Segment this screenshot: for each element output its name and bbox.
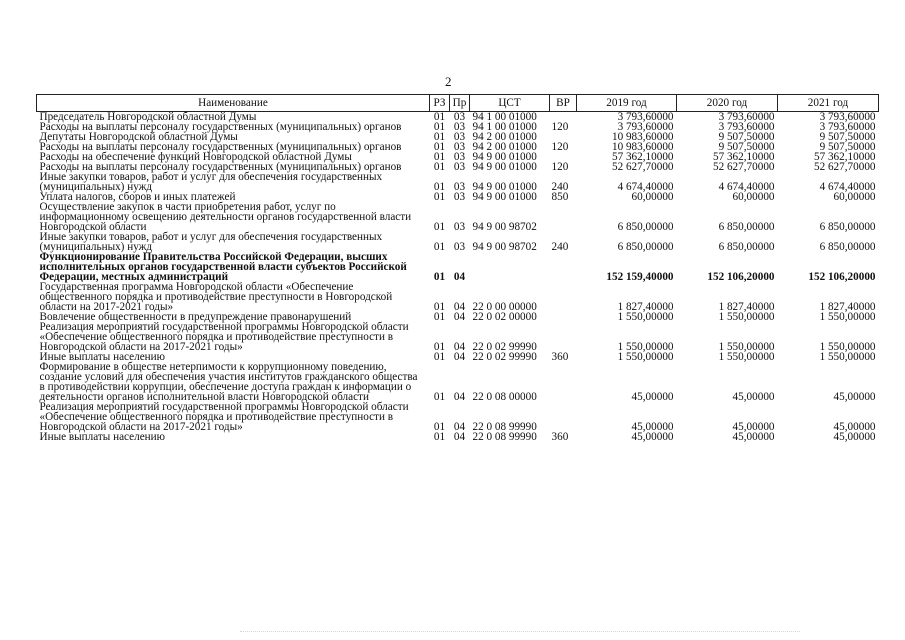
cell-2021: 45,00000 xyxy=(833,391,876,403)
cell-2021: 52 627,70000 xyxy=(813,161,876,173)
cell-2021: 152 106,20000 xyxy=(808,271,876,283)
cell-rz: 01 xyxy=(433,131,446,143)
header-2019: 2019 год xyxy=(577,95,677,112)
header-name: Наименование xyxy=(37,95,430,112)
cell-pr: 03 xyxy=(453,181,466,193)
header-cst: ЦСТ xyxy=(470,95,550,112)
cell-2019: 4 674,40000 xyxy=(617,181,674,193)
cell-2020: 4 674,40000 xyxy=(718,181,775,193)
cell-pr: 03 xyxy=(453,121,466,133)
cell-2020: 45,00000 xyxy=(732,431,775,443)
cell-pr: 04 xyxy=(453,271,466,283)
cell-name: Реализация мероприятий государственной программы Новгородской области «Обеспечение общественного порядка и противодействие преступности в Новгородской области на 2017-2021 годы» xyxy=(39,321,409,353)
table-row xyxy=(37,362,879,402)
cell-vr xyxy=(550,402,577,432)
cell-2020: 9 507,50000 xyxy=(718,131,775,143)
cell-2019: 45,00000 xyxy=(631,391,674,403)
cell-name: Вовлечение общественности в предупреждение правонарушений xyxy=(39,311,352,323)
cell-rz: 01 xyxy=(433,271,446,283)
cell-name: Иные закупки товаров, работ и услуг для обеспечения государственных (муниципальных) нужд xyxy=(39,231,383,253)
cell-cst: 94 1 00 01000 xyxy=(472,121,537,133)
cell-rz: 01 xyxy=(433,191,446,203)
cell-pr: 03 xyxy=(453,141,466,153)
cell-2019: 10 983,60000 xyxy=(611,141,674,153)
cell-2021: 3 793,60000 xyxy=(819,121,876,133)
cell-name: Расходы на выплаты персоналу государственных (муниципальных) органов xyxy=(39,141,402,153)
cell-rz: 01 xyxy=(433,111,446,123)
cell-pr: 03 xyxy=(453,191,466,203)
cell-2021: 45,00000 xyxy=(833,421,876,433)
header-pr: Пр xyxy=(450,95,470,112)
cell-name: Депутаты Новгородской областной Думы xyxy=(39,131,238,143)
cell-name: Расходы на выплаты персоналу государственных (муниципальных) органов xyxy=(39,161,402,173)
cell-2020: 52 627,70000 xyxy=(712,161,775,173)
cell-pr: 03 xyxy=(453,151,466,163)
cell-cst: 94 2 00 01000 xyxy=(472,141,537,153)
cell-2019: 57 362,10000 xyxy=(611,151,674,163)
cell-2020: 6 850,00000 xyxy=(718,241,775,253)
cell-vr: 120 xyxy=(551,161,569,173)
cell-rz: 01 xyxy=(433,351,446,363)
cell-rz: 01 xyxy=(433,221,446,233)
cell-2019: 1 827,40000 xyxy=(617,301,674,313)
cell-name: Функционирование Правительства Российской Федерации, высших исполнительных органов государственной власти субъектов Российской Федерации, местных администраций xyxy=(39,251,407,283)
cell-2020: 45,00000 xyxy=(732,391,775,403)
cell-2020: 152 106,20000 xyxy=(707,271,775,283)
cell-2020: 60,00000 xyxy=(732,191,775,203)
cell-vr: 240 xyxy=(551,241,569,253)
cell-2021: 6 850,00000 xyxy=(819,221,876,233)
cell-name: Государственная программа Новгородской области «Обеспечение общественного порядка и противодействие преступности в Новгородской области на 2017-2021 годы» xyxy=(39,281,393,313)
cell-2019: 6 850,00000 xyxy=(617,241,674,253)
cell-name: Иные выплаты населению xyxy=(39,431,165,443)
table-row xyxy=(37,402,879,432)
cell-rz: 01 xyxy=(433,151,446,163)
cell-rz: 01 xyxy=(433,141,446,153)
cell-2021: 9 507,50000 xyxy=(819,131,876,143)
cell-name: Реализация мероприятий государственной программы Новгородской области «Обеспечение общественного порядка и противодействие преступности в Новгородской области на 2017-2021 годы» xyxy=(39,401,409,433)
cell-rz: 01 xyxy=(433,301,446,313)
cell-2019: 1 550,00000 xyxy=(617,311,674,323)
cell-vr xyxy=(550,202,577,232)
cell-cst: 94 1 00 01000 xyxy=(472,111,537,123)
cell-vr xyxy=(550,362,577,402)
cell-2019: 6 850,00000 xyxy=(617,221,674,233)
cell-cst: 22 0 02 99990 xyxy=(472,351,537,363)
table-row xyxy=(37,432,879,442)
cell-name: Уплата налогов, сборов и иных платежей xyxy=(39,191,236,203)
cell-2020: 9 507,50000 xyxy=(718,141,775,153)
cell-2019: 52 627,70000 xyxy=(611,161,674,173)
cell-2021: 3 793,60000 xyxy=(819,111,876,123)
table-row xyxy=(37,232,879,252)
cell-2020: 1 550,00000 xyxy=(718,351,775,363)
table-body xyxy=(37,112,879,443)
cell-2021: 1 550,00000 xyxy=(819,311,876,323)
cell-2019: 45,00000 xyxy=(631,421,674,433)
cell-cst: 94 9 00 01000 xyxy=(472,161,537,173)
cell-2021: 60,00000 xyxy=(833,191,876,203)
cell-2019: 10 983,60000 xyxy=(611,131,674,143)
table-row xyxy=(37,252,879,282)
cell-rz: 01 xyxy=(433,431,446,443)
cell-rz: 01 xyxy=(433,241,446,253)
cell-2021: 9 507,50000 xyxy=(819,141,876,153)
cell-2021: 45,00000 xyxy=(833,431,876,443)
cell-name: Расходы на обеспечение функций Новгородской областной Думы xyxy=(39,151,352,163)
cell-cst: 22 0 08 99990 xyxy=(472,431,537,443)
header-rz: РЗ xyxy=(430,95,450,112)
cell-2020: 1 550,00000 xyxy=(718,341,775,353)
cell-pr: 04 xyxy=(453,311,466,323)
table-row xyxy=(37,202,879,232)
cell-vr: 850 xyxy=(551,191,569,203)
cell-2019: 1 550,00000 xyxy=(617,341,674,353)
cell-rz: 01 xyxy=(433,181,446,193)
cell-pr: 03 xyxy=(453,131,466,143)
cell-vr xyxy=(550,312,577,322)
page-number: 2 xyxy=(445,74,452,89)
cell-name: Осуществление закупок в части приобретения работ, услуг по информационному освещению деятельности органов государственной власти Новгородской области xyxy=(39,201,412,233)
cell-cst: 94 9 00 01000 xyxy=(472,151,537,163)
cell-rz: 01 xyxy=(433,121,446,133)
cell-2021: 1 827,40000 xyxy=(819,301,876,313)
cell-pr: 04 xyxy=(453,421,466,433)
table-row xyxy=(37,172,879,192)
cell-vr: 120 xyxy=(551,141,569,153)
header-2021: 2021 год xyxy=(778,95,879,112)
cell-cst: 22 0 08 00000 xyxy=(472,391,537,403)
cell-cst: 22 0 02 99990 xyxy=(472,341,537,353)
cell-name: Председатель Новгородской областной Думы xyxy=(39,111,257,123)
cell-vr xyxy=(550,252,577,282)
cell-2019: 1 550,00000 xyxy=(617,351,674,363)
cell-rz: 01 xyxy=(433,391,446,403)
cell-2019: 3 793,60000 xyxy=(617,111,674,123)
cell-pr: 04 xyxy=(453,431,466,443)
cell-pr: 04 xyxy=(453,351,466,363)
cell-2019: 45,00000 xyxy=(631,431,674,443)
cell-cst: 22 0 00 00000 xyxy=(472,301,537,313)
cell-pr: 03 xyxy=(453,161,466,173)
cell-2020: 3 793,60000 xyxy=(718,111,775,123)
table-row xyxy=(37,282,879,312)
scan-artifact-line xyxy=(240,631,800,636)
cell-2021: 4 674,40000 xyxy=(819,181,876,193)
cell-cst: 94 9 00 98702 xyxy=(472,221,537,233)
cell-pr: 03 xyxy=(453,111,466,123)
cell-cst: 94 2 00 01000 xyxy=(472,131,537,143)
budget-table xyxy=(36,94,879,442)
header-vr: ВР xyxy=(550,95,577,112)
cell-2020: 6 850,00000 xyxy=(718,221,775,233)
cell-cst: 94 9 00 98702 xyxy=(472,241,537,253)
cell-pr: 03 xyxy=(453,221,466,233)
cell-vr: 360 xyxy=(551,431,569,443)
cell-name: Формирование в обществе нетерпимости к коррупционному поведению, создание условий для обеспечения участия институтов гражданского общества в противодействии коррупции, обеспечение доступа граждан к информации о деятельности органов исполнительной власти Новгородской области xyxy=(39,361,418,403)
cell-2021: 57 362,10000 xyxy=(813,151,876,163)
cell-2020: 3 793,60000 xyxy=(718,121,775,133)
table-header-row xyxy=(37,95,879,112)
cell-2020: 57 362,10000 xyxy=(712,151,775,163)
cell-pr: 04 xyxy=(453,301,466,313)
cell-vr: 120 xyxy=(551,121,569,133)
cell-name: Расходы на выплаты персоналу государственных (муниципальных) органов xyxy=(39,121,402,133)
cell-cst: 94 9 00 01000 xyxy=(472,181,537,193)
cell-rz: 01 xyxy=(433,311,446,323)
cell-vr xyxy=(550,322,577,352)
cell-rz: 01 xyxy=(433,421,446,433)
cell-2020: 45,00000 xyxy=(732,421,775,433)
cell-2020: 1 550,00000 xyxy=(718,311,775,323)
cell-cst: 94 9 00 01000 xyxy=(472,191,537,203)
cell-2020: 1 827,40000 xyxy=(718,301,775,313)
cell-cst: 22 0 02 00000 xyxy=(472,311,537,323)
cell-pr: 04 xyxy=(453,341,466,353)
header-2020: 2020 год xyxy=(677,95,778,112)
cell-2019: 60,00000 xyxy=(631,191,674,203)
cell-2021: 6 850,00000 xyxy=(819,241,876,253)
cell-rz: 01 xyxy=(433,341,446,353)
cell-2021: 1 550,00000 xyxy=(819,341,876,353)
cell-pr: 04 xyxy=(453,391,466,403)
cell-vr: 360 xyxy=(551,351,569,363)
table-row xyxy=(37,322,879,352)
cell-name: Иные выплаты населению xyxy=(39,351,165,363)
cell-pr: 03 xyxy=(453,241,466,253)
cell-2019: 152 159,40000 xyxy=(606,271,674,283)
cell-2021: 1 550,00000 xyxy=(819,351,876,363)
cell-cst xyxy=(470,252,550,282)
cell-name: Иные закупки товаров, работ и услуг для обеспечения государственных (муниципальных) нужд xyxy=(39,171,383,193)
cell-vr xyxy=(550,282,577,312)
cell-cst: 22 0 08 99990 xyxy=(472,421,537,433)
cell-rz: 01 xyxy=(433,161,446,173)
cell-2019: 3 793,60000 xyxy=(617,121,674,133)
cell-vr: 240 xyxy=(551,181,569,193)
